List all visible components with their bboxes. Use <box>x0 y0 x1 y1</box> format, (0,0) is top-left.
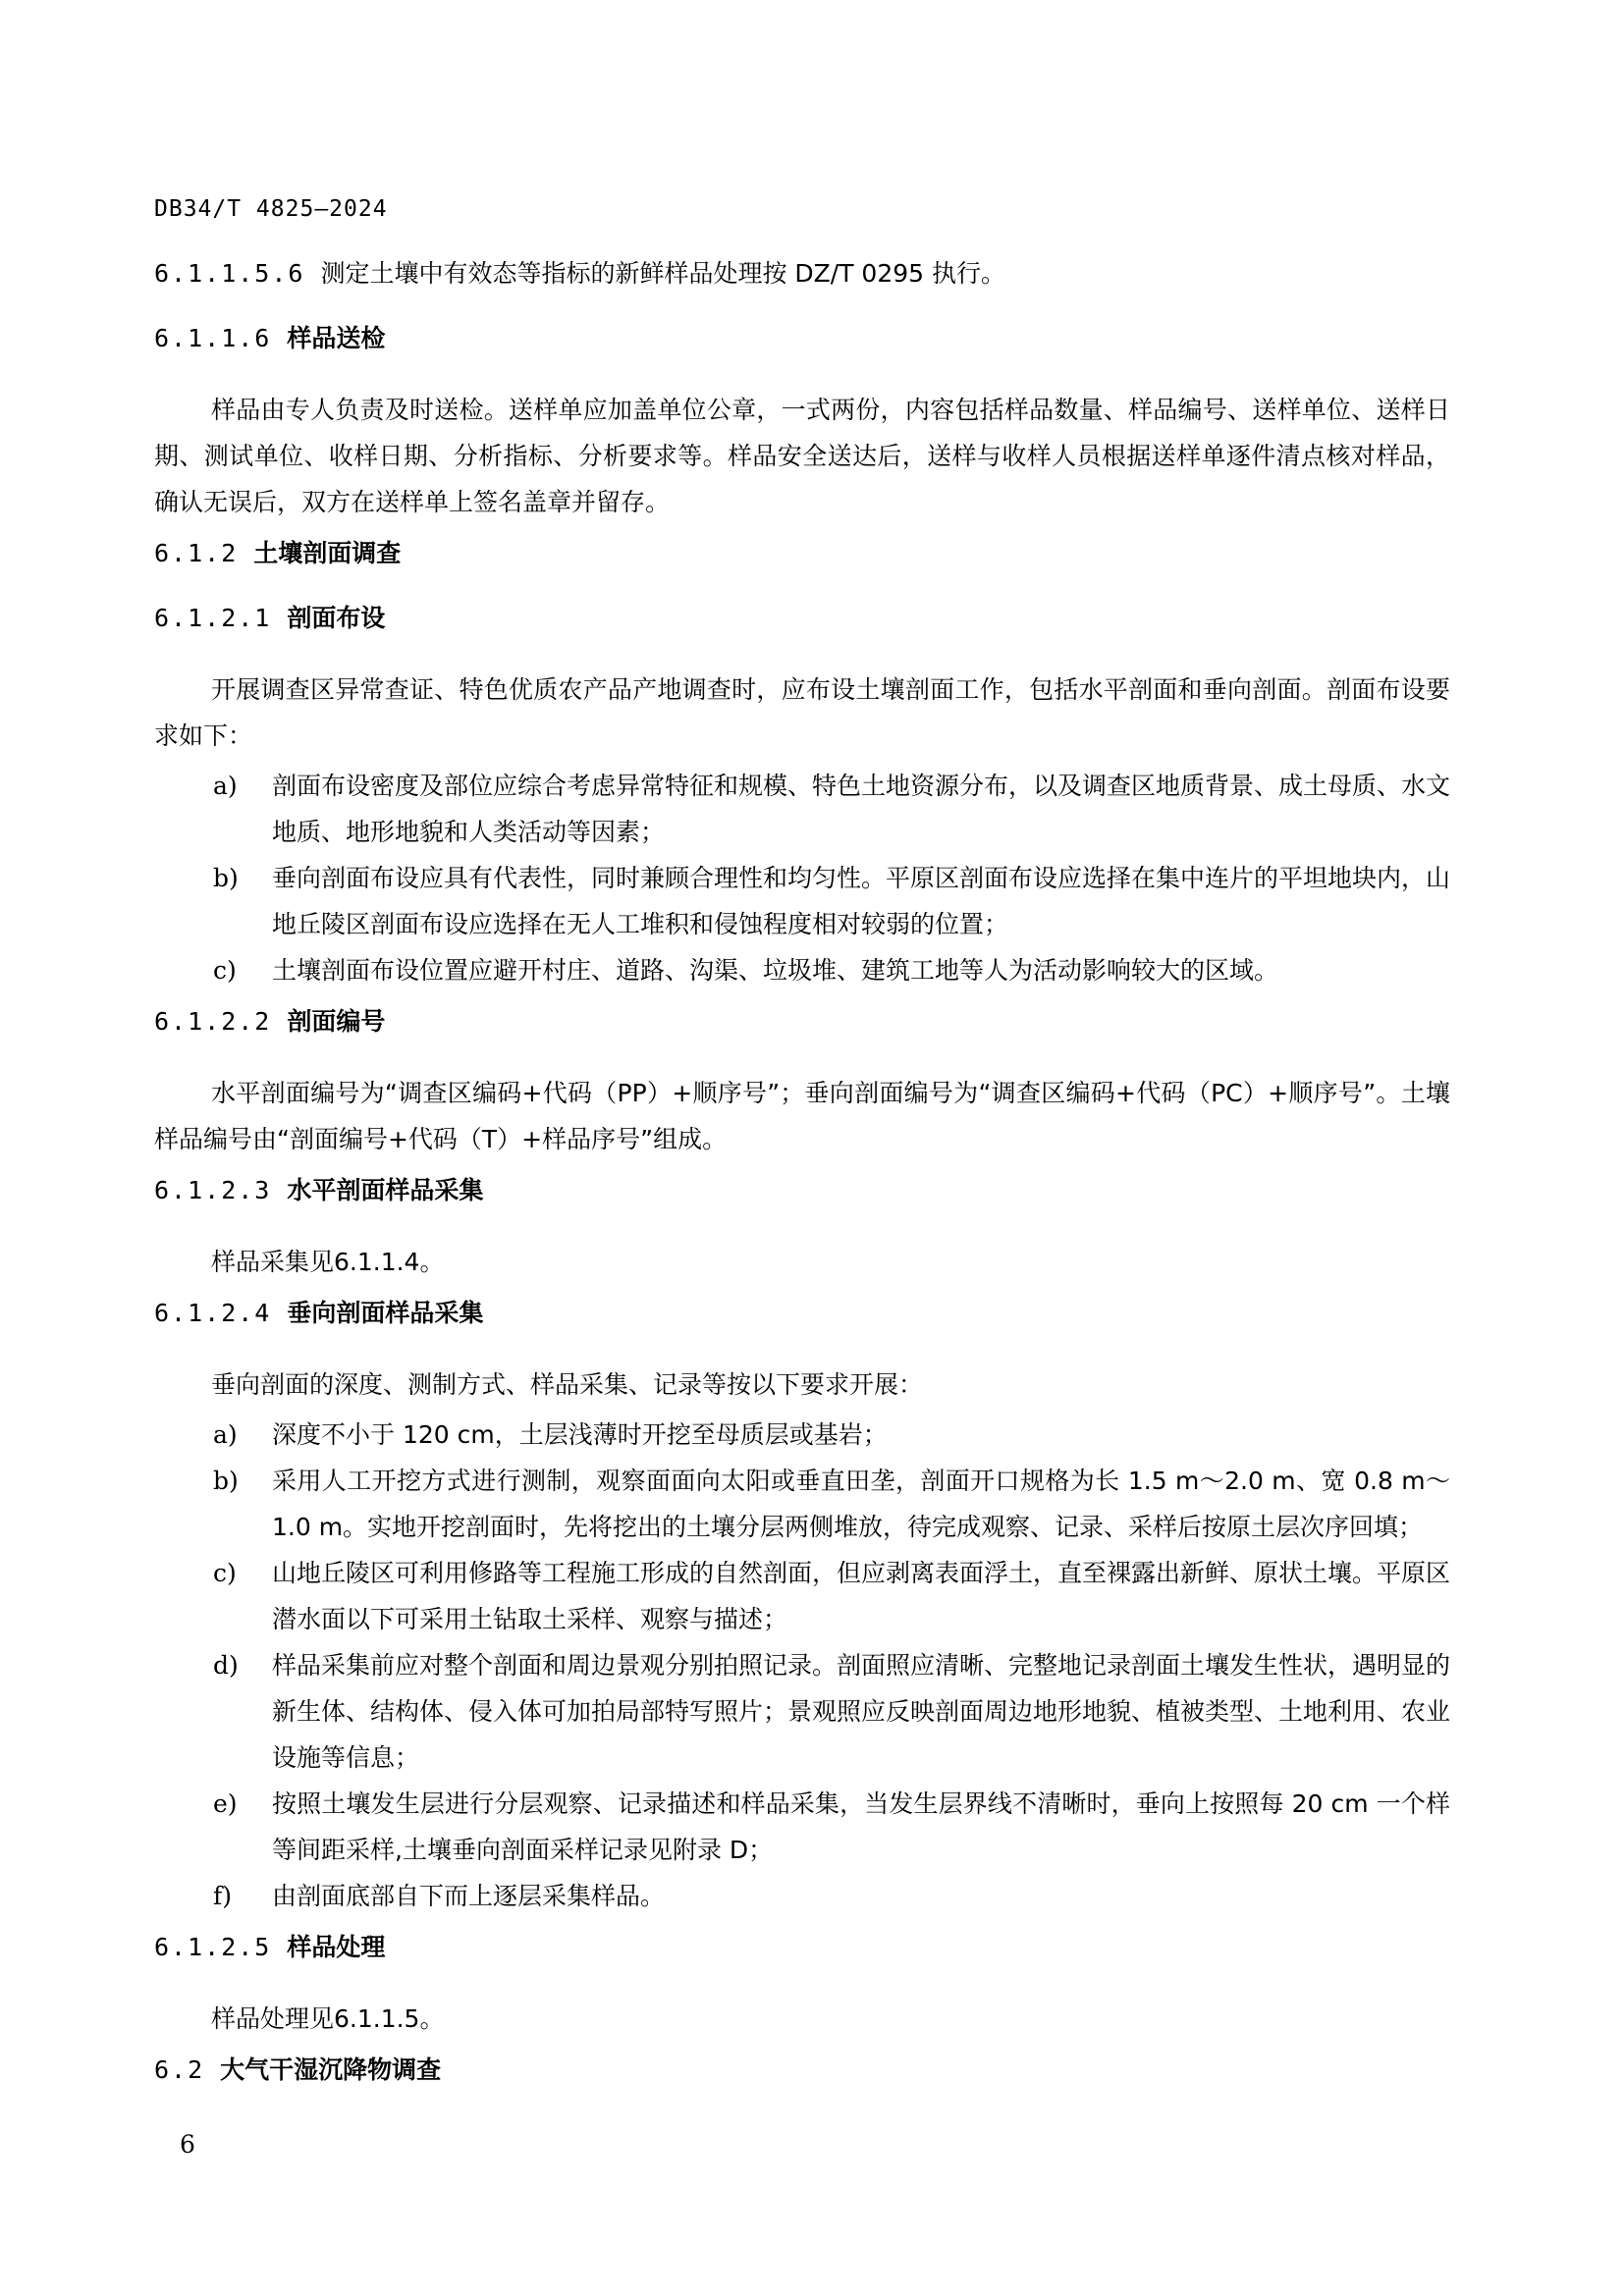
heading-6-1-1-6 <box>154 322 1450 355</box>
list-marker: a) <box>213 1420 238 1449</box>
heading-number: 6.1.2 <box>154 539 239 567</box>
list-item <box>154 1781 1450 1873</box>
paragraph-profile-layout: 开展调查区异常查证、特色优质农产品产地调查时，应布设土壤剖面工作，包括水平剖面和垂向剖面。剖面布设要求如下： <box>154 675 1450 750</box>
list-marker: c) <box>213 956 237 985</box>
paragraph-sample-processing: 样品处理见6.1.1.5。 <box>211 2004 445 2033</box>
list-item <box>154 947 1450 993</box>
vertical-sampling-list <box>154 1412 1450 1919</box>
clause-6-1-1-5-6 <box>154 257 1450 291</box>
list-marker: b) <box>213 864 239 892</box>
heading-title: 样品送检 <box>287 324 386 352</box>
heading-6-1-2-4 <box>154 1297 1450 1330</box>
heading-6-1-2-5 <box>154 1931 1450 1964</box>
heading-title: 垂向剖面样品采集 <box>287 1299 484 1327</box>
heading-title: 剖面布设 <box>287 604 386 632</box>
list-item <box>154 1458 1450 1550</box>
list-text: 山地丘陵区可利用修路等工程施工形成的自然剖面，但应剥离表面浮土，直至裸露出新鲜、原状土壤。平原区潜水面以下可采用土钻取土采样、观察与描述； <box>272 1559 1451 1633</box>
paragraph-profile-numbering: 水平剖面编号为“调查区编码+代码（PP）+顺序号”；垂向剖面编号为“调查区编码+代码（PC）+顺序号”。土壤样品编号由“剖面编号+代码（T）+样品序号”组成。 <box>154 1079 1450 1153</box>
clause-text: 测定土壤中有效态等指标的新鲜样品处理按 DZ/T 0295 执行。 <box>320 259 1006 288</box>
heading-6-1-2 <box>154 537 1450 570</box>
heading-title: 土壤剖面调查 <box>253 539 402 567</box>
heading-title: 水平剖面样品采集 <box>287 1176 484 1204</box>
heading-6-1-2-1 <box>154 602 1450 635</box>
list-item <box>154 1873 1450 1919</box>
paragraph-horizontal-sampling: 样品采集见6.1.1.4。 <box>211 1248 445 1276</box>
heading-title: 样品处理 <box>287 1933 386 1961</box>
list-marker: d) <box>213 1651 239 1680</box>
heading-6-1-2-3 <box>154 1174 1450 1207</box>
list-text: 按照土壤发生层进行分层观察、记录描述和样品采集，当发生层界线不清晰时，垂向上按照每 20 cm 一个样等间距采样,土壤垂向剖面采样记录见附录 D； <box>272 1789 1450 1864</box>
list-item <box>154 1550 1450 1642</box>
list-text: 深度不小于 120 cm，土层浅薄时开挖至母质层或基岩； <box>272 1420 888 1449</box>
heading-title: 剖面编号 <box>287 1007 386 1036</box>
clause-number: 6.1.1.5.6 <box>154 259 305 288</box>
heading-title: 大气干湿沉降物调查 <box>220 2056 442 2084</box>
list-item <box>154 1412 1450 1458</box>
list-text: 样品采集前应对整个剖面和周边景观分别拍照记录。剖面照应清晰、完整地记录剖面土壤发生性状，遇明显的新生体、结构体、侵入体可加拍局部特写照片；景观照应反映剖面周边地形地貌、植被类型、土地利用、农业设施等信息； <box>272 1651 1451 1772</box>
list-marker: b) <box>213 1467 239 1495</box>
heading-number: 6.1.2.3 <box>154 1176 272 1204</box>
list-marker: e) <box>213 1789 238 1818</box>
heading-6-2 <box>154 2054 1450 2087</box>
list-item <box>154 855 1450 947</box>
heading-6-1-2-2 <box>154 1005 1450 1039</box>
list-text: 剖面布设密度及部位应综合考虑异常特征和规模、特色土地资源分布，以及调查区地质背景、成土母质、水文地质、地形地貌和人类活动等因素； <box>272 772 1451 846</box>
list-text: 土壤剖面布设位置应避开村庄、道路、沟渠、垃圾堆、建筑工地等人为活动影响较大的区域。 <box>272 956 1279 985</box>
list-text: 由剖面底部自下而上逐层采集样品。 <box>272 1882 666 1910</box>
list-marker: a) <box>213 772 238 800</box>
paragraph-sample-submission: 样品由专人负责及时送检。送样单应加盖单位公章，一式两份，内容包括样品数量、样品编号、送样单位、送样日期、测试单位、收样日期、分析指标、分析要求等。样品安全送达后，送样与收样人员根据送样单逐件清点核对样品，确认无误后，双方在送样单上签名盖章并留存。 <box>154 396 1450 516</box>
page-content <box>154 257 1450 2118</box>
list-item <box>154 1642 1450 1781</box>
paragraph-vertical-sampling: 垂向剖面的深度、测制方式、样品采集、记录等按以下要求开展： <box>211 1370 924 1399</box>
list-item <box>154 763 1450 855</box>
list-marker: c) <box>213 1559 237 1587</box>
list-text: 采用人工开挖方式进行测制，观察面面向太阳或垂直田垄，剖面开口规格为长 1.5 m～2.0 m、宽 0.8 m～1.0 m。实地开挖剖面时，先将挖出的土壤分层两侧堆放，待完成观察、记录、采样后按原土层次序回填； <box>272 1467 1450 1541</box>
heading-number: 6.1.1.6 <box>154 324 272 352</box>
standard-code: DB34/T 4825—2024 <box>154 196 388 222</box>
list-text: 垂向剖面布设应具有代表性，同时兼顾合理性和均匀性。平原区剖面布设应选择在集中连片的平坦地块内，山地丘陵区剖面布设应选择在无人工堆积和侵蚀程度相对较弱的位置； <box>272 864 1451 938</box>
heading-number: 6.1.2.5 <box>154 1933 272 1961</box>
list-marker: f) <box>213 1882 233 1910</box>
heading-number: 6.2 <box>154 2056 205 2084</box>
heading-number: 6.1.2.1 <box>154 604 272 632</box>
heading-number: 6.1.2.2 <box>154 1007 272 1036</box>
profile-layout-list <box>154 763 1450 993</box>
page-number: 6 <box>180 2130 195 2159</box>
heading-number: 6.1.2.4 <box>154 1299 272 1327</box>
